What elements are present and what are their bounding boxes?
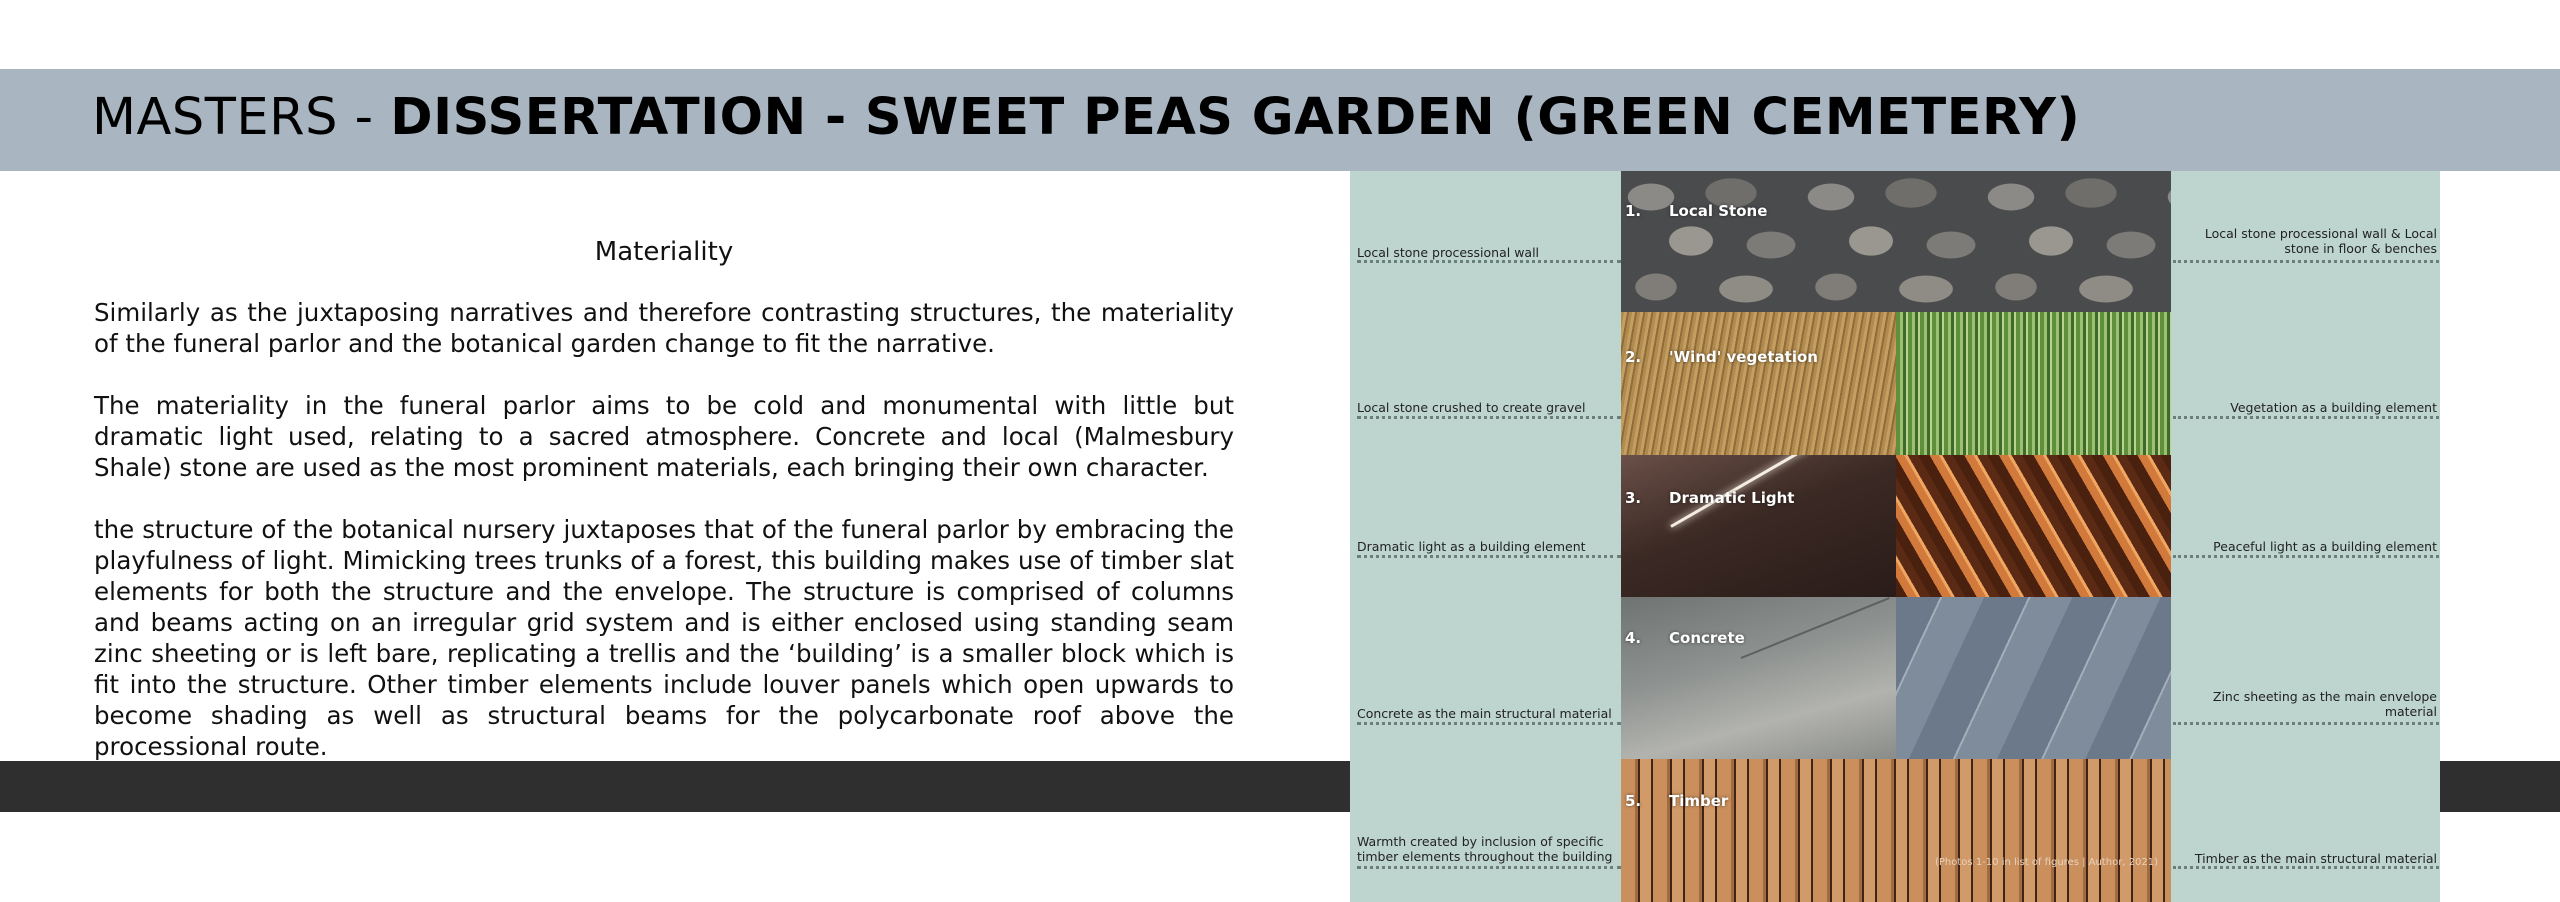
right-caption-3: Peaceful light as a building element <box>2213 539 2437 554</box>
section-heading: Materiality <box>594 237 734 267</box>
left-caption-4: Concrete as the main structural material <box>1357 706 1612 721</box>
grass-image <box>1621 312 1896 455</box>
left-dotted-leader-5 <box>1357 866 1621 869</box>
paragraph-1: Similarly as the juxtaposing narratives and therefore contrasting structures, the materiality of the funeral parlor and the botanical garden change to fit the narrative. <box>94 298 1234 358</box>
right-dotted-leader-2 <box>2173 416 2439 419</box>
right-dotted-leader-4 <box>2173 722 2439 725</box>
right-caption-4: Zinc sheeting as the main envelope material <box>2212 689 2437 719</box>
light-slats-image <box>1896 455 2171 597</box>
zinc-roof-image <box>1896 597 2171 759</box>
right-dotted-leader-1 <box>2173 260 2439 263</box>
left-caption-5: Warmth created by inclusion of specific timber elements throughout the building <box>1357 834 1613 864</box>
left-dotted-leader-2 <box>1357 416 1621 419</box>
right-caption-2: Vegetation as a building element <box>2230 400 2437 415</box>
concrete-image <box>1621 597 1896 759</box>
body-text <box>94 297 1234 793</box>
paragraph-2: The materiality in the funeral parlor aims to be cold and monumental with little but dramatic light used, relating to a sacred atmosphere. Concrete and local (Malmesbury Shale) stone are used as the most prominent materials, each bringing their own character. <box>94 391 1234 482</box>
left-dotted-leader-3 <box>1357 555 1621 558</box>
page-title-prefix: MASTERS - <box>92 88 391 147</box>
light-slit-image <box>1621 455 1896 597</box>
left-dotted-leader-1 <box>1357 260 1621 263</box>
material-label-1: 1. Local Stone <box>1625 202 1768 220</box>
timber-slats-image <box>1621 759 2171 902</box>
page-title <box>92 84 2080 152</box>
concrete-edge <box>1741 597 1890 659</box>
stone-wall-image <box>1621 171 2171 312</box>
right-dotted-leader-5 <box>2173 866 2439 869</box>
left-caption-2: Local stone crushed to create gravel <box>1357 400 1586 415</box>
material-label-4: 4. Concrete <box>1625 629 1745 647</box>
left-caption-3: Dramatic light as a building element <box>1357 539 1586 554</box>
right-caption-1: Local stone processional wall & Local stone in floor & benches <box>2204 226 2437 256</box>
vines-image <box>1896 312 2171 455</box>
photo-credit: (Photos 1-10 in list of figures | Author, 2021) <box>1935 857 2159 868</box>
right-dotted-leader-3 <box>2173 555 2439 558</box>
right-caption-5: Timber as the main structural material <box>2194 851 2437 866</box>
left-dotted-leader-4 <box>1357 722 1621 725</box>
page-title-main: DISSERTATION - SWEET PEAS GARDEN (GREEN CEMETERY) <box>390 88 2081 147</box>
left-caption-1: Local stone processional wall <box>1357 245 1540 260</box>
material-label-3: 3. Dramatic Light <box>1625 489 1795 507</box>
paragraph-3: the structure of the botanical nursery juxtaposes that of the funeral parlor by embracing the playfulness of light. Mimicking trees trunks of a forest, this building makes use of timber slat elements for both the structure and the envelope. The structure is comprised of columns and beams acting on an irregular grid system and is either enclosed using standing seam zinc sheeting or is left bare, replicating a trellis and the ‘building’ is a smaller block which is fit into the structure. Other timber elements include louver panels which open upwards to become shading as well as structural beams for the polycarbonate roof above the processional route. <box>94 515 1234 761</box>
materiality-image-grid <box>1621 171 2171 902</box>
material-label-5: 5. Timber <box>1625 792 1729 810</box>
material-label-2: 2. 'Wind' vegetation <box>1625 348 1818 366</box>
